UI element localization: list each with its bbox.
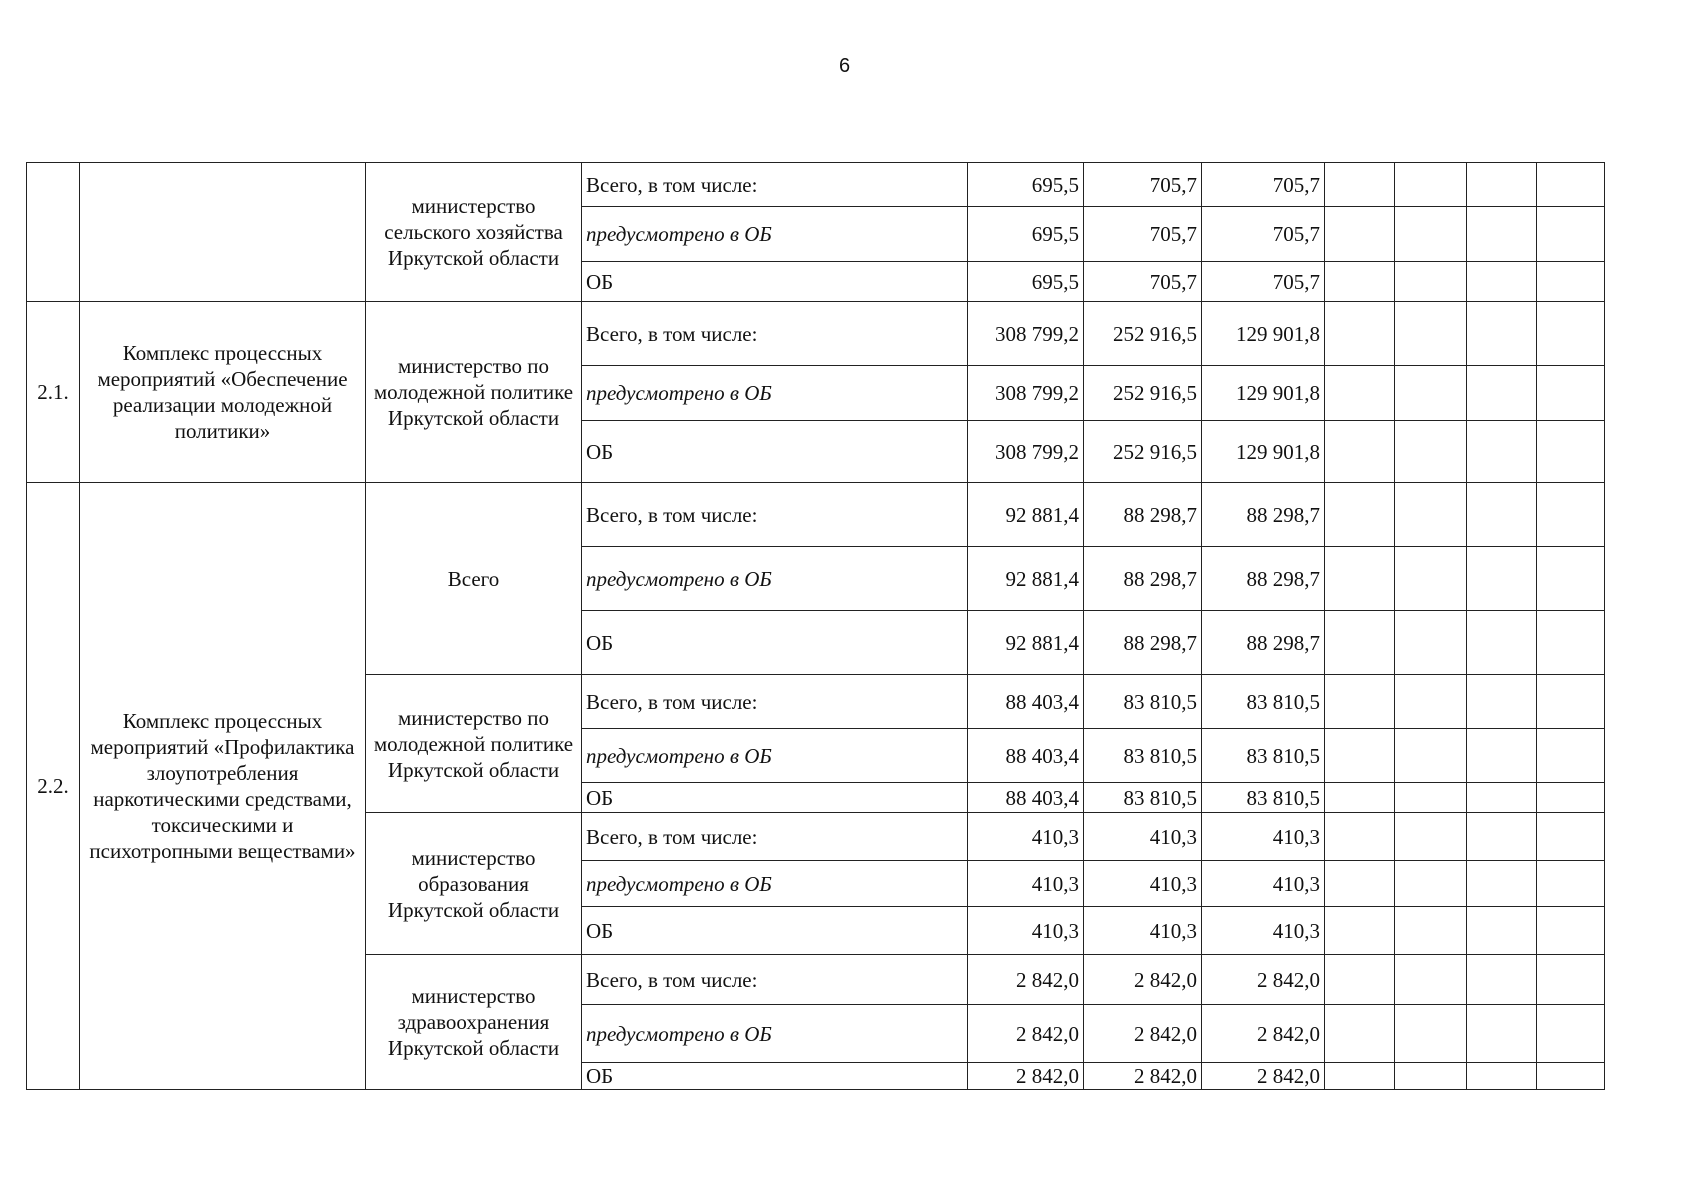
empty-cell bbox=[1537, 207, 1605, 262]
amount-cell: 129 901,8 bbox=[1202, 421, 1325, 483]
executor-name: Всего bbox=[366, 483, 582, 675]
amount-cell: 92 881,4 bbox=[968, 611, 1084, 675]
empty-cell bbox=[1325, 366, 1395, 421]
empty-cell bbox=[1467, 813, 1537, 861]
amount-cell: 705,7 bbox=[1084, 262, 1202, 302]
funding-source-label: Всего, в том числе: bbox=[582, 163, 968, 207]
section-title: Комплекс процессных мероприятий «Обеспечение реализации молодежной политики» bbox=[80, 302, 366, 483]
empty-cell bbox=[1395, 1063, 1467, 1090]
funding-source-label: предусмотрено в ОБ bbox=[582, 366, 968, 421]
amount-cell: 308 799,2 bbox=[968, 302, 1084, 366]
funding-source-label: Всего, в том числе: bbox=[582, 483, 968, 547]
amount-cell: 88 403,4 bbox=[968, 675, 1084, 729]
executor-name: министерство образования Иркутской области bbox=[366, 813, 582, 955]
section-title: Комплекс процессных мероприятий «Профилактика злоупотребления наркотическими средствами, токсическими и психотропными веществами» bbox=[80, 483, 366, 1090]
empty-cell bbox=[1467, 1063, 1537, 1090]
empty-cell bbox=[1395, 302, 1467, 366]
amount-cell: 695,5 bbox=[968, 207, 1084, 262]
amount-cell: 2 842,0 bbox=[1084, 1005, 1202, 1063]
amount-cell: 88 298,7 bbox=[1084, 611, 1202, 675]
empty-cell bbox=[1467, 729, 1537, 783]
amount-cell: 2 842,0 bbox=[1202, 1063, 1325, 1090]
empty-cell bbox=[1467, 547, 1537, 611]
amount-cell: 88 298,7 bbox=[1084, 483, 1202, 547]
amount-cell: 705,7 bbox=[1084, 163, 1202, 207]
funding-source-label: ОБ bbox=[582, 1063, 968, 1090]
empty-cell bbox=[1467, 611, 1537, 675]
empty-cell bbox=[1537, 1063, 1605, 1090]
amount-cell: 2 842,0 bbox=[1084, 955, 1202, 1005]
amount-cell: 129 901,8 bbox=[1202, 366, 1325, 421]
empty-cell bbox=[1537, 611, 1605, 675]
empty-cell bbox=[1325, 1063, 1395, 1090]
empty-cell bbox=[1467, 302, 1537, 366]
empty-cell bbox=[1467, 207, 1537, 262]
amount-cell: 410,3 bbox=[1084, 907, 1202, 955]
amount-cell: 2 842,0 bbox=[1084, 1063, 1202, 1090]
empty-cell bbox=[1325, 1005, 1395, 1063]
table-row bbox=[27, 483, 1605, 547]
amount-cell: 88 298,7 bbox=[1202, 611, 1325, 675]
funding-source-label: предусмотрено в ОБ bbox=[582, 207, 968, 262]
empty-cell bbox=[1325, 262, 1395, 302]
funding-source-label: ОБ bbox=[582, 421, 968, 483]
empty-cell bbox=[1537, 547, 1605, 611]
empty-cell bbox=[1467, 955, 1537, 1005]
funding-source-label: Всего, в том числе: bbox=[582, 302, 968, 366]
empty-cell bbox=[1325, 163, 1395, 207]
empty-cell bbox=[1395, 861, 1467, 907]
amount-cell: 83 810,5 bbox=[1202, 675, 1325, 729]
empty-cell bbox=[1537, 907, 1605, 955]
amount-cell: 252 916,5 bbox=[1084, 366, 1202, 421]
amount-cell: 83 810,5 bbox=[1202, 783, 1325, 813]
funding-source-label: ОБ bbox=[582, 907, 968, 955]
empty-cell bbox=[1467, 262, 1537, 302]
empty-cell bbox=[1395, 547, 1467, 611]
amount-cell: 88 403,4 bbox=[968, 783, 1084, 813]
funding-source-label: Всего, в том числе: bbox=[582, 675, 968, 729]
empty-cell bbox=[1325, 421, 1395, 483]
empty-cell bbox=[1537, 955, 1605, 1005]
amount-cell: 92 881,4 bbox=[968, 547, 1084, 611]
empty-cell bbox=[1537, 813, 1605, 861]
empty-cell bbox=[1325, 302, 1395, 366]
empty-cell bbox=[1537, 1005, 1605, 1063]
amount-cell: 88 298,7 bbox=[1202, 483, 1325, 547]
empty-cell bbox=[1395, 483, 1467, 547]
empty-cell bbox=[1325, 955, 1395, 1005]
amount-cell: 308 799,2 bbox=[968, 421, 1084, 483]
amount-cell: 410,3 bbox=[1084, 861, 1202, 907]
amount-cell: 83 810,5 bbox=[1084, 675, 1202, 729]
amount-cell: 129 901,8 bbox=[1202, 302, 1325, 366]
empty-cell bbox=[1395, 907, 1467, 955]
empty-cell bbox=[1395, 675, 1467, 729]
empty-cell bbox=[1395, 955, 1467, 1005]
empty-cell bbox=[1467, 163, 1537, 207]
empty-cell bbox=[1325, 483, 1395, 547]
amount-cell: 308 799,2 bbox=[968, 366, 1084, 421]
amount-cell: 83 810,5 bbox=[1202, 729, 1325, 783]
section-code: 2.2. bbox=[27, 483, 80, 1090]
empty-cell bbox=[1325, 861, 1395, 907]
empty-cell bbox=[1537, 675, 1605, 729]
amount-cell: 2 842,0 bbox=[968, 955, 1084, 1005]
empty-cell bbox=[1325, 675, 1395, 729]
executor-name: министерство сельского хозяйства Иркутской области bbox=[366, 163, 582, 302]
empty-cell bbox=[1467, 366, 1537, 421]
empty-cell bbox=[1395, 262, 1467, 302]
empty-cell bbox=[1537, 861, 1605, 907]
amount-cell: 92 881,4 bbox=[968, 483, 1084, 547]
amount-cell: 410,3 bbox=[1202, 861, 1325, 907]
section-title bbox=[80, 163, 366, 302]
funding-source-label: предусмотрено в ОБ bbox=[582, 729, 968, 783]
amount-cell: 410,3 bbox=[1084, 813, 1202, 861]
section-code bbox=[27, 163, 80, 302]
executor-name: министерство по молодежной политике Иркутской области bbox=[366, 302, 582, 483]
empty-cell bbox=[1395, 783, 1467, 813]
empty-cell bbox=[1325, 207, 1395, 262]
empty-cell bbox=[1395, 207, 1467, 262]
empty-cell bbox=[1395, 813, 1467, 861]
empty-cell bbox=[1467, 783, 1537, 813]
amount-cell: 705,7 bbox=[1202, 207, 1325, 262]
amount-cell: 2 842,0 bbox=[1202, 1005, 1325, 1063]
empty-cell bbox=[1325, 813, 1395, 861]
empty-cell bbox=[1395, 366, 1467, 421]
empty-cell bbox=[1537, 262, 1605, 302]
funding-source-label: Всего, в том числе: bbox=[582, 955, 968, 1005]
empty-cell bbox=[1325, 611, 1395, 675]
empty-cell bbox=[1395, 611, 1467, 675]
empty-cell bbox=[1395, 1005, 1467, 1063]
amount-cell: 88 298,7 bbox=[1202, 547, 1325, 611]
empty-cell bbox=[1325, 907, 1395, 955]
empty-cell bbox=[1467, 1005, 1537, 1063]
empty-cell bbox=[1537, 729, 1605, 783]
funding-source-label: ОБ bbox=[582, 611, 968, 675]
amount-cell: 695,5 bbox=[968, 262, 1084, 302]
funding-source-label: предусмотрено в ОБ bbox=[582, 1005, 968, 1063]
empty-cell bbox=[1537, 783, 1605, 813]
amount-cell: 2 842,0 bbox=[1202, 955, 1325, 1005]
empty-cell bbox=[1537, 421, 1605, 483]
empty-cell bbox=[1395, 729, 1467, 783]
empty-cell bbox=[1537, 302, 1605, 366]
amount-cell: 410,3 bbox=[1202, 907, 1325, 955]
amount-cell: 83 810,5 bbox=[1084, 783, 1202, 813]
amount-cell: 695,5 bbox=[968, 163, 1084, 207]
funding-source-label: ОБ bbox=[582, 783, 968, 813]
funding-source-label: предусмотрено в ОБ bbox=[582, 861, 968, 907]
amount-cell: 705,7 bbox=[1202, 163, 1325, 207]
funding-source-label: предусмотрено в ОБ bbox=[582, 547, 968, 611]
funding-source-label: Всего, в том числе: bbox=[582, 813, 968, 861]
empty-cell bbox=[1467, 861, 1537, 907]
empty-cell bbox=[1325, 547, 1395, 611]
amount-cell: 410,3 bbox=[1202, 813, 1325, 861]
amount-cell: 410,3 bbox=[968, 813, 1084, 861]
table-row bbox=[27, 163, 1605, 207]
funding-source-label: ОБ bbox=[582, 262, 968, 302]
amount-cell: 705,7 bbox=[1202, 262, 1325, 302]
amount-cell: 88 403,4 bbox=[968, 729, 1084, 783]
table-row bbox=[27, 302, 1605, 366]
empty-cell bbox=[1395, 163, 1467, 207]
amount-cell: 88 298,7 bbox=[1084, 547, 1202, 611]
amount-cell: 2 842,0 bbox=[968, 1005, 1084, 1063]
empty-cell bbox=[1537, 483, 1605, 547]
amount-cell: 410,3 bbox=[968, 861, 1084, 907]
amount-cell: 252 916,5 bbox=[1084, 421, 1202, 483]
empty-cell bbox=[1325, 729, 1395, 783]
empty-cell bbox=[1325, 783, 1395, 813]
amount-cell: 252 916,5 bbox=[1084, 302, 1202, 366]
amount-cell: 705,7 bbox=[1084, 207, 1202, 262]
empty-cell bbox=[1537, 163, 1605, 207]
empty-cell bbox=[1467, 907, 1537, 955]
funding-table bbox=[26, 162, 1605, 1090]
empty-cell bbox=[1467, 421, 1537, 483]
empty-cell bbox=[1395, 421, 1467, 483]
executor-name: министерство по молодежной политике Иркутской области bbox=[366, 675, 582, 813]
empty-cell bbox=[1537, 366, 1605, 421]
page-number: 6 bbox=[838, 55, 851, 77]
section-code: 2.1. bbox=[27, 302, 80, 483]
empty-cell bbox=[1467, 675, 1537, 729]
amount-cell: 410,3 bbox=[968, 907, 1084, 955]
amount-cell: 83 810,5 bbox=[1084, 729, 1202, 783]
executor-name: министерство здравоохранения Иркутской области bbox=[366, 955, 582, 1090]
empty-cell bbox=[1467, 483, 1537, 547]
amount-cell: 2 842,0 bbox=[968, 1063, 1084, 1090]
